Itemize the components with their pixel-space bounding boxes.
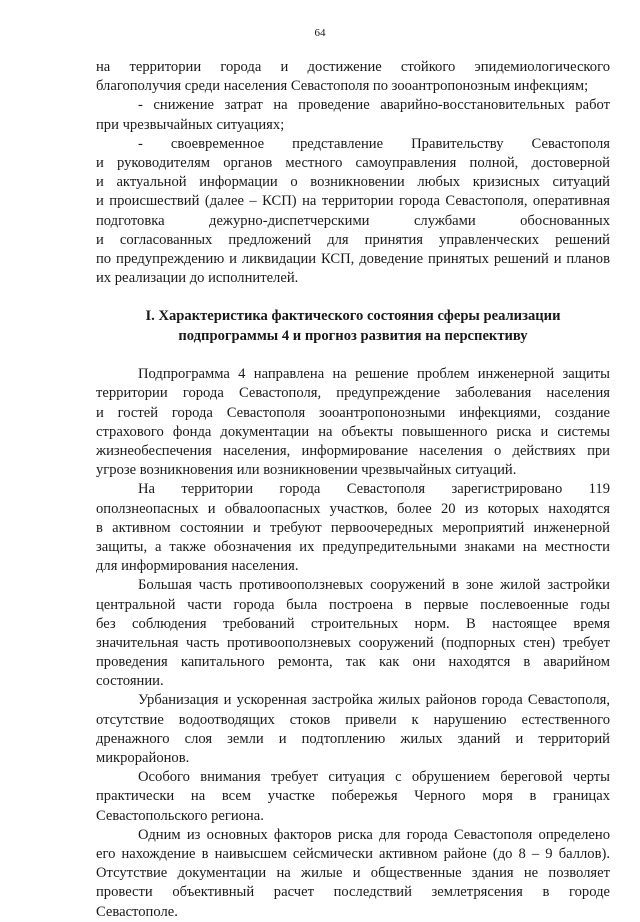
text-line: - своевременное представление Правительству Севастополя (138, 135, 610, 152)
text-line: Отсутствие документации на жилые и общественные здания не позволяет (96, 865, 610, 882)
text-line: дренажного слоя земли и подтоплению жилых зданий и территорий (96, 730, 610, 747)
text-line: и актуальной информации о возникновении любых кризисных ситуаций (96, 174, 610, 191)
text-line: состоянии. (96, 673, 164, 690)
text-line: отсутствие водоотводящих стоков привели к нарушению естественного (96, 711, 610, 728)
text-line: при чрезвычайных ситуациях; (96, 116, 285, 133)
text-line: угрозе возникновения или возникновении чрезвычайных ситуаций. (96, 462, 517, 479)
text-line: На территории города Севастополя зарегистрировано 119 (138, 481, 610, 498)
text-line: микрорайонов. (96, 750, 190, 766)
text-line: их реализации до исполнителей. (96, 270, 299, 287)
page-number: 64 (314, 27, 326, 39)
text-line: подготовка дежурно-диспетчерскими службами обоснованных (96, 212, 610, 229)
paragraph (96, 135, 610, 289)
paragraph (96, 768, 610, 826)
text-line: Севастопольского региона. (96, 807, 264, 824)
text-line: территории города Севастополя, предупреждение заболевания населения (96, 385, 610, 402)
text-line: благополучия среди населения Севастополя по зооантропонозным инфекциям; (96, 78, 589, 95)
text-line: Подпрограмма 4 направлена на решение проблем инженерной защиты (138, 366, 610, 383)
text-line: жизнеобеспечения населения, информирование населения о действиях при (96, 443, 610, 459)
text-line: Особого внимания требует ситуация с обрушением береговой черты (138, 769, 610, 786)
text-line: значительная часть противооползневых сооружений (подпорных стен) требует (96, 634, 610, 651)
text-line: оползнеопасных и обвалоопасных участков, более 20 из которых находятся (96, 500, 610, 517)
text-line: и происшествий (далее – КСП) на территории города Севастополя, оперативная (96, 193, 610, 210)
text-line: и руководителям органов местного самоуправления полной, достоверной (96, 154, 610, 171)
text-line: и гостей города Севастополя зооантропонозными инфекциями, создание (96, 404, 610, 421)
text-line: без соблюдения требований строительных норм. В настоящее время (96, 615, 610, 632)
heading-line: подпрограммы 4 и прогноз развития на перспективу (178, 327, 528, 344)
text-line: на территории города и достижение стойкого эпидемиологического (96, 59, 610, 75)
text-line: - снижение затрат на проведение аварийно-восстановительных работ (138, 97, 610, 114)
text-line: Одним из основных факторов риска для города Севастополя определено (138, 826, 610, 843)
text-line: для информирования населения. (96, 558, 299, 575)
text-line: провести объективный расчет последствий землетрясения в городе (96, 884, 610, 901)
intro-section (96, 58, 610, 288)
main-section (96, 365, 610, 921)
text-line: Урбанизация и ускоренная застройка жилых районов города Севастополя, (138, 692, 610, 709)
text-line: страхового фонда документации на объекты повышенного риска и системы (96, 423, 610, 440)
text-line: защиты, а также обозначения их предупредительными знаками на местности (96, 538, 610, 555)
text-line: и согласованных предложений для принятия управленческих решений (96, 231, 610, 248)
paragraph (96, 365, 610, 480)
text-line: Большая часть противооползневых сооружений в зоне жилой застройки (138, 577, 610, 594)
paragraph (96, 58, 610, 96)
paragraph (96, 691, 610, 768)
text-line: в активном состоянии и требуют первоочередных мероприятий инженерной (96, 519, 610, 536)
paragraph (96, 480, 610, 576)
text-line: проведения капитального ремонта, так как они находятся в аварийном (96, 654, 610, 671)
text-line: Севастополе. (96, 903, 178, 920)
paragraph (96, 826, 610, 922)
text-line: его нахождение в наивысшем сейсмически активном районе (до 8 – 9 баллов). (96, 845, 610, 862)
text-line: по предупреждению и ликвидации КСП, доведение принятых решений и планов (96, 250, 610, 267)
text-line: практически на всем участке побережья Черного моря в границах (96, 788, 610, 805)
text-line: центральной части города была построена в первые послевоенные годы (96, 596, 610, 613)
section-heading (96, 307, 610, 346)
paragraph (96, 576, 610, 691)
document-body (96, 58, 610, 922)
heading-line: I. Характеристика фактического состояния сферы реализации (145, 308, 561, 325)
paragraph (96, 96, 610, 134)
